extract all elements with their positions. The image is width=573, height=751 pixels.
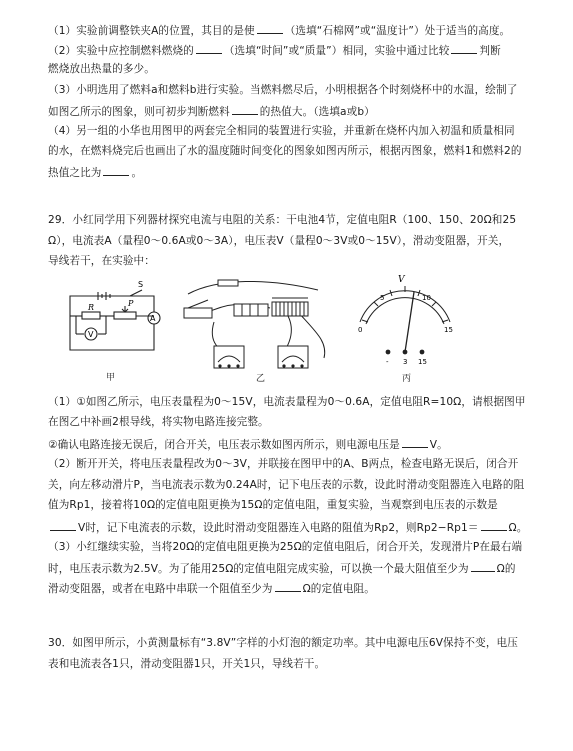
question-28-1: （1）实验前调整铁夹A的位置，其目的是使 （选填“石棉网”或“温度计”）处于适当的高度。 [48,22,548,38]
question-29-stem: 29．小红同学用下列器材探究电流与电阻的关系：干电池4节，定值电阻R（100、150、20Ω和25 [48,214,517,226]
figure-jia [58,272,168,386]
answer-blank[interactable] [275,580,301,592]
answer-blank[interactable] [451,42,477,54]
figure-caption-bing: 丙 [402,374,412,384]
question-29-2-cont3: V时，记下电流表的示数，设此时滑动变阻器连入电路的阻值为Rp2，则Rp2−Rp1＝ Ω。 [48,519,548,535]
terminal-label: 3 [403,358,408,366]
answer-blank[interactable] [50,519,76,531]
question-28-2-cont: 燃烧放出热量的多少。 [48,63,155,75]
question-28-3-cont: 如图乙所示的图象，则可初步判断燃料 的热值大。（选填a或b） [48,103,548,119]
question-29-2-cont2: 值为Rp1，接着将10Ω的定值电阻更换为15Ω的定值电阻，重复实验，当观察到电压表的示数是 [48,499,498,511]
dial-scale-label: 0 [358,326,363,334]
question-29-stem-cont2: 导线若干，在实验中： [48,255,155,267]
answer-blank[interactable] [257,22,283,34]
answer-blank[interactable] [402,436,428,448]
question-30-stem: 30．如图甲所示，小黄测量标有“3.8V”字样的小灯泡的额定功率。其中电源电压6V保持不变，电压 [48,637,518,649]
question-29-2-cont: 关，向左移动滑片P，当电流表示数为0.24A时，记下电压表的示数，设此时滑动变阻器连入电路的阻 [48,479,525,491]
answer-blank[interactable] [481,519,507,531]
question-29-3-cont2: 滑动变阻器，或者在电路中串联一个阻值至少为 Ω的定值电阻。 [48,580,548,596]
voltmeter-dial [352,272,458,386]
figure-caption-yi: 乙 [256,374,266,384]
figure-caption-jia: 甲 [106,373,116,383]
figure-bing [352,272,458,386]
question-28-2: （2）实验中应控制燃料燃烧的 （选填“时间”或“质量”）相同，实验中通过比较 判断 [48,42,548,58]
dial-scale-label: 15 [444,326,453,334]
question-28-3: （3）小明选用了燃料a和燃料b进行实验。当燃料燃尽后，小明根据各个时刻烧杯中的水温，绘制了 [48,84,518,96]
terminal-label: 15 [418,358,427,366]
question-29-2: （2）断开开关，将电压表量程改为0～3V，并联接在图甲中的A、B两点，检查电路无误后，闭合开 [48,458,519,470]
question-28-4-cont: 的水，在燃料烧完后也画出了水的温度随时间变化的图象如图丙所示，根据丙图象，燃料1和燃料2的 [48,145,522,157]
voltmeter-symbol: V [88,330,94,339]
physical-circuit-sketch [178,272,338,386]
question-30-stem-cont: 表和电流表各1只，滑动变阻器1只，开关1只，导线若干。 [48,658,326,670]
question-29-1-cont: 在图乙中补画2根导线，将实物电路连接完整。 [48,416,269,428]
terminal-label: - [386,358,389,366]
answer-blank[interactable] [232,103,258,115]
question-28-4: （4）另一组的小华也用图甲的两套完全相同的装置进行实验，并重新在烧杯内加入初温和质量相同 [48,125,515,137]
circuit-diagram [58,272,168,386]
answer-blank[interactable] [103,164,129,176]
answer-blank[interactable] [471,560,495,572]
answer-blank[interactable] [196,42,222,54]
dial-unit: V [398,275,405,285]
ammeter-symbol: A [150,314,156,323]
resistor-label: R [88,303,95,312]
dial-scale-label: 5 [380,294,385,302]
question-29-1-2: ②确认电路连接无误后，闭合开关，电压表示数如图丙所示，则电源电压是 V。 [48,436,548,452]
question-29-3: （3）小红继续实验，当将20Ω的定值电阻更换为25Ω的定值电阻后，闭合开关，发现滑片P在最右端 [48,541,523,553]
slider-label: P [128,299,134,308]
switch-label: S [138,280,144,289]
question-29-1: （1）①如图乙所示，电压表量程为0～15V，电流表量程为0～0.6A，定值电阻R=10Ω，请根据图甲 [48,396,526,408]
figure-yi [178,272,338,386]
dial-scale-label: 10 [422,294,431,302]
question-29-stem-cont: Ω），电流表A（量程0～0.6A或0～3A），电压表V（量程0～3V或0～15V），滑动变阻器，开关， [48,235,510,247]
question-28-4-cont2: 热值之比为 。 [48,164,548,180]
question-29-3-cont: 时，电压表示数为2.5V。为了能用25Ω的定值电阻完成实验，可以换一个最大阻值至少为 Ω的 [48,560,548,576]
